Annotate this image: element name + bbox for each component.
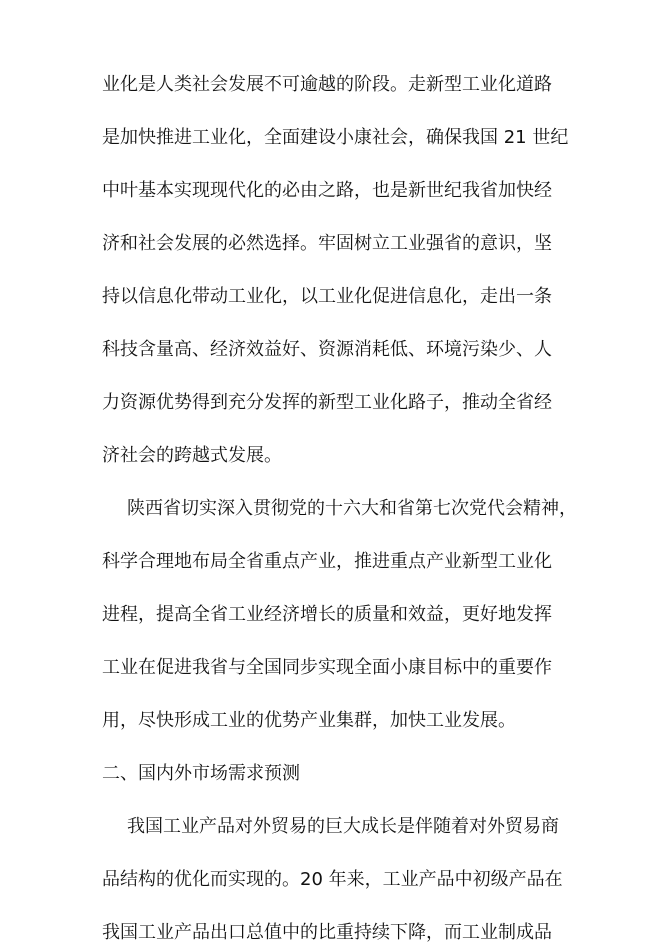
paragraph-line: 进程，提高全省工业经济增长的质量和效益，更好地发挥 xyxy=(102,604,552,625)
section-heading: 二、国内外市场需求预测 xyxy=(102,763,300,784)
paragraph-line: 业化是人类社会发展不可逾越的阶段。走新型工业化道路 xyxy=(102,74,552,95)
paragraph-line: 用，尽快形成工业的优势产业集群，加快工业发展。 xyxy=(102,710,516,731)
paragraph-line: 我国工业产品出口总值中的比重持续下降，而工业制成品 xyxy=(102,922,552,943)
paragraph-line: 品结构的优化而实现的。20 年来，工业产品中初级产品在 xyxy=(102,869,563,890)
paragraph-line: 科学合理地布局全省重点产业，推进重点产业新型工业化 xyxy=(102,551,552,572)
paragraph-line: 工业在促进我省与全国同步实现全面小康目标中的重要作 xyxy=(102,657,552,678)
paragraph-line: 济社会的跨越式发展。 xyxy=(102,445,282,466)
paragraph-line: 陕西省切实深入贯彻党的十六大和省第七次党代会精神， xyxy=(127,498,577,519)
paragraph-line: 力资源优势得到充分发挥的新型工业化路子，推动全省经 xyxy=(102,392,552,413)
paragraph-line: 中叶基本实现现代化的必由之路，也是新世纪我省加快经 xyxy=(102,180,552,201)
paragraph-line: 科技含量高、经济效益好、资源消耗低、环境污染少、人 xyxy=(102,339,552,360)
paragraph-line: 我国工业产品对外贸易的巨大成长是伴随着对外贸易商 xyxy=(127,816,559,837)
paragraph-line: 持以信息化带动工业化，以工业化促进信息化，走出一条 xyxy=(102,286,552,307)
paragraph-line: 是加快推进工业化，全面建设小康社会，确保我国 21 世纪 xyxy=(102,127,569,148)
paragraph-line: 济和社会发展的必然选择。牢固树立工业强省的意识，坚 xyxy=(102,233,552,254)
